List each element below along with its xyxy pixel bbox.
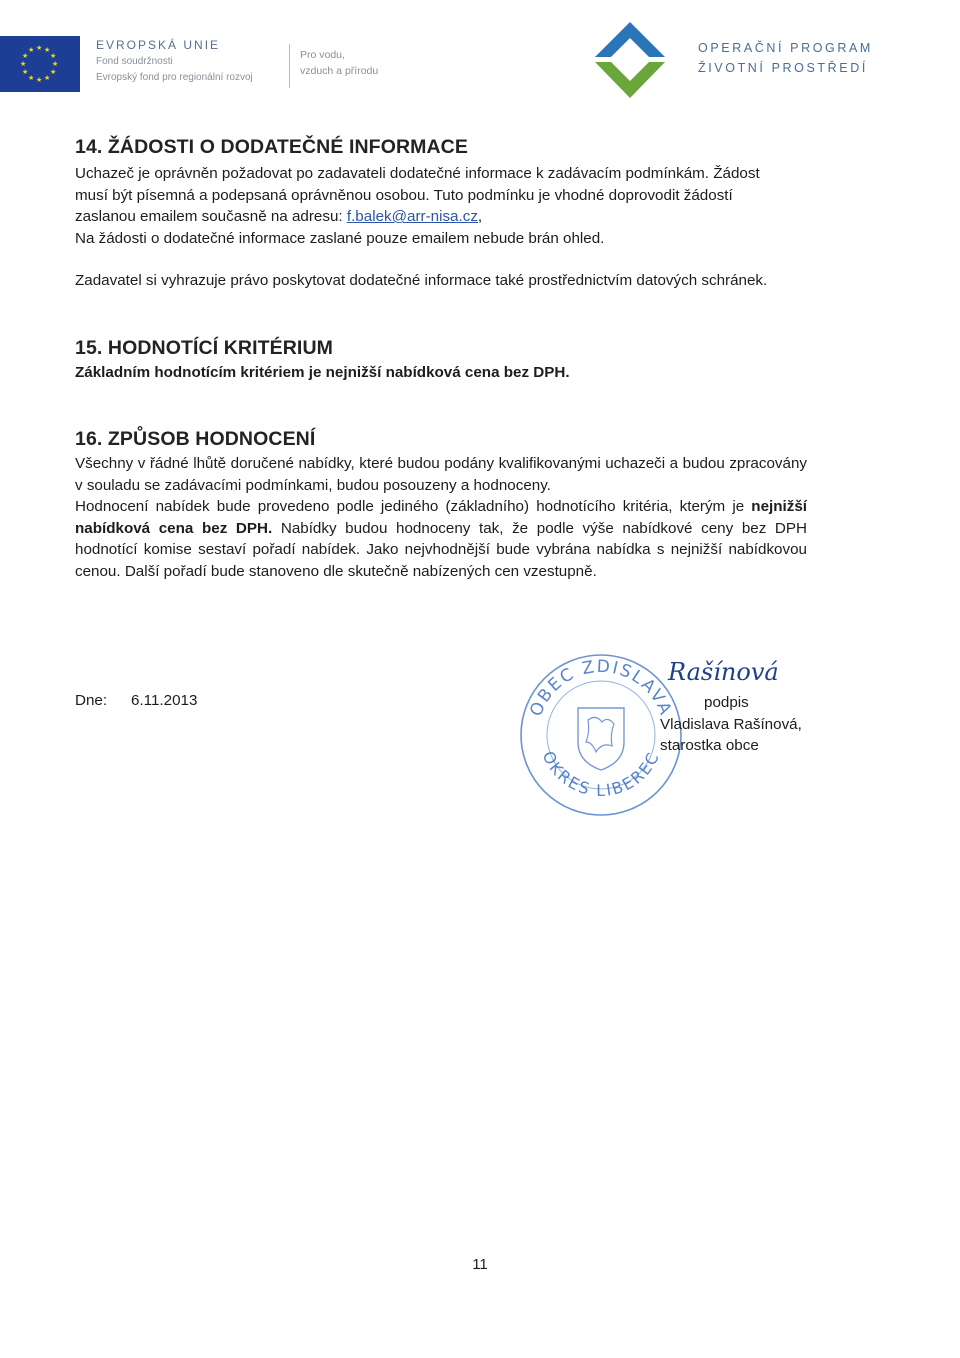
eu-title: EVROPSKÁ UNIE: [96, 38, 221, 52]
eu-regional-fund: Evropský fond pro regionální rozvoj: [96, 72, 253, 83]
section-14-line2: musí být písemná a podepsaná oprávněnou osobou. Tuto podmínku je vhodné doprovodit žádostí: [75, 186, 733, 204]
svg-text:★: ★: [20, 60, 27, 68]
section-15-text: Základním hodnotícím kritériem je nejnižší nabídková cena bez DPH.: [75, 364, 570, 381]
handwritten-signature: [660, 640, 830, 690]
section-16-para2-suffix: Nabídky budou hodnoceny tak, že podle výše nabídkové ceny bez DPH hodnotící komise sestaví pořadí nabídek. Jako nejvhodnější bude vybrána nabídka s nejnižší nabídkovou cenou. Další pořadí bude stanoveno dle skutečně nabízených cen vzestupně.: [75, 519, 807, 580]
date-row: [75, 692, 197, 709]
svg-text:★: ★: [44, 46, 51, 54]
svg-text:★: ★: [50, 52, 57, 60]
svg-text:★: ★: [22, 68, 29, 76]
svg-text:★: ★: [28, 46, 35, 54]
svg-text:★: ★: [52, 60, 59, 68]
svg-text:★: ★: [22, 52, 29, 60]
section-15-heading: 15. HODNOTÍCÍ KRITÉRIUM: [75, 337, 333, 359]
svg-text:OKRES LIBEREC: [539, 748, 664, 800]
svg-text:★: ★: [36, 44, 43, 52]
tagline-line1: Pro vodu,: [300, 49, 345, 61]
section-14: [75, 136, 807, 292]
op-program-text: [698, 38, 873, 78]
signature-block: [660, 692, 802, 757]
eu-fund: Fond soudržnosti: [96, 56, 173, 67]
section-14-line1: Uchazeč je oprávněn požadovat po zadavateli dodatečné informace k zadávacím podmínkám. Žádost: [75, 165, 760, 182]
coat-of-arms-icon: [578, 708, 624, 770]
section-16-heading: 16. ZPŮSOB HODNOCENÍ: [75, 428, 316, 450]
svg-text:OBEC ZDISLAVA: [526, 657, 676, 720]
svg-text:★: ★: [50, 68, 57, 76]
section-16-paragraph-1: Všechny v řádné lhůtě doručené nabídky, které budou podány kvalifikovanými uchazeči a budou zpracovány v souladu se zadávacími podmínkami, budou posouzeny a hodnoceny.: [75, 455, 807, 494]
section-16: [75, 428, 807, 583]
tagline: [300, 47, 378, 79]
stamp-bottom-text: OKRES LIBEREC: [538, 747, 664, 800]
signatory-role: starostka obce: [660, 737, 759, 755]
section-16-para2-bold: nejnižší nabídková cena bez DPH.: [75, 498, 807, 537]
section-14-paragraph-2: Zadavatel si vyhrazuje právo poskytovat dodatečné informace také prostřednictvím datových schránek.: [75, 272, 768, 290]
section-16-paragraph-2: [75, 496, 807, 582]
svg-text:★: ★: [28, 74, 35, 82]
header-divider: [289, 44, 290, 88]
svg-text:★: ★: [36, 76, 43, 84]
section-14-line3-prefix: zaslanou emailem současně na adresu:: [75, 208, 347, 226]
op-line2: ŽIVOTNÍ PROSTŘEDÍ: [698, 61, 868, 75]
svg-text:★: ★: [44, 74, 51, 82]
date-value: 6.11.2013: [131, 692, 198, 709]
section-14-heading: 14. ŽÁDOSTI O DODATEČNÉ INFORMACE: [75, 136, 468, 158]
signatory-name: Vladislava Rašínová,: [660, 715, 802, 733]
op-diamond-logo: [585, 20, 675, 102]
eu-flag-logo: [0, 36, 80, 92]
email-link[interactable]: f.balek@arr-nisa.cz: [346, 208, 478, 226]
stamp-top-text: OBEC ZDISLAVA: [526, 656, 676, 720]
page-number: 11: [472, 1256, 488, 1273]
signature-handwriting: Rašínová: [668, 658, 779, 686]
date-label: Dne:: [75, 692, 108, 709]
eu-text-block: [96, 38, 253, 84]
section-14-line3-suffix: ,: [477, 208, 483, 226]
section-15: [75, 337, 807, 384]
section-14-paragraph: [75, 163, 807, 249]
section-16-para2-prefix: Hodnocení nabídek bude provedeno podle jediného (základního) hodnotícího kritéria, kterým je: [75, 498, 752, 516]
op-line1: OPERAČNÍ PROGRAM: [698, 41, 873, 55]
section-14-line4: Na žádosti o dodatečné informace zaslané pouze emailem nebude brán ohled.: [75, 229, 605, 247]
tagline-line2: vzduch a přírodu: [300, 65, 379, 77]
signature-label: podpis: [704, 694, 749, 711]
